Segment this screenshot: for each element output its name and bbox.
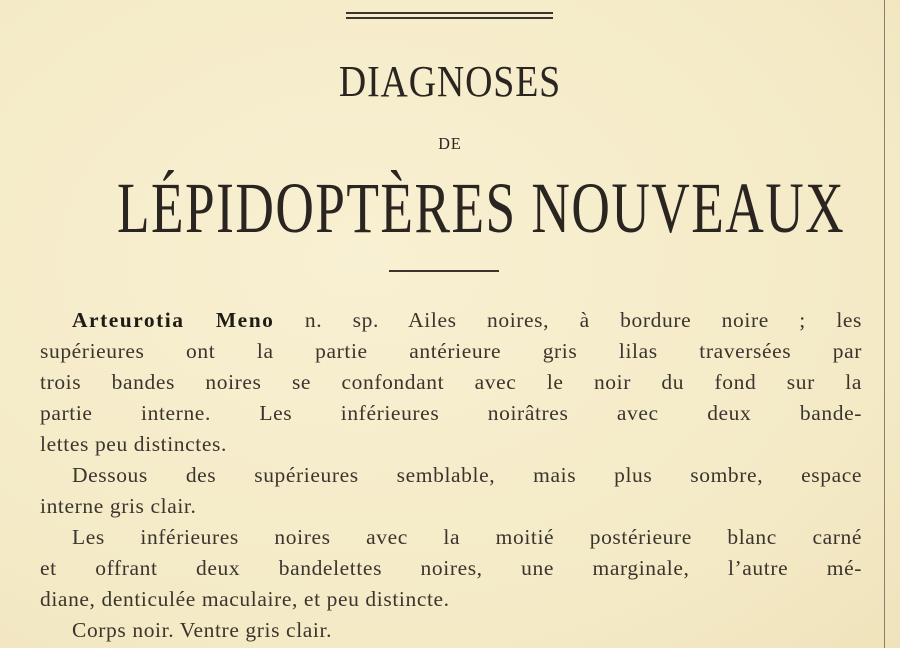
text-line: partie interne. Les inférieures noirâtres avec deux bande- [40,401,862,425]
text-line: Corps noir. Ventre gris clair. [72,618,333,642]
page-subtitle: LÉPIDOPTÈRES NOUVEAUX [117,168,846,248]
top-double-rule-lower [346,17,553,19]
text-line: Dessous des supérieures semblable, mais plus sombre, espace [72,463,862,487]
text-line: trois bandes noires se confondant avec le noir du fond sur la [40,370,862,394]
species-name: Arteurotia Meno [72,308,275,332]
text-line-content: n. sp. Ailes noires, à bordure noire ; les [274,308,862,332]
text-line [40,305,862,336]
text-line: supérieures ont la partie antérieure gris lilas traversées par [40,339,862,363]
text-line: lettes peu distinctes. [40,432,227,456]
title-divider-rule [389,270,499,272]
text-line: diane, denticulée maculaire, et peu distincte. [40,587,450,611]
top-double-rule-upper [346,12,553,14]
title-connector: DE [438,134,462,153]
text-line: et offrant deux bandelettes noires, une marginale, l’autre mé- [40,556,862,580]
page-title: DIAGNOSES [338,57,562,106]
text-line: interne gris clair. [40,494,197,518]
description-text [40,305,862,646]
right-margin-rule [884,0,885,648]
text-line: Les inférieures noires avec la moitié postérieure blanc carné [72,525,862,549]
